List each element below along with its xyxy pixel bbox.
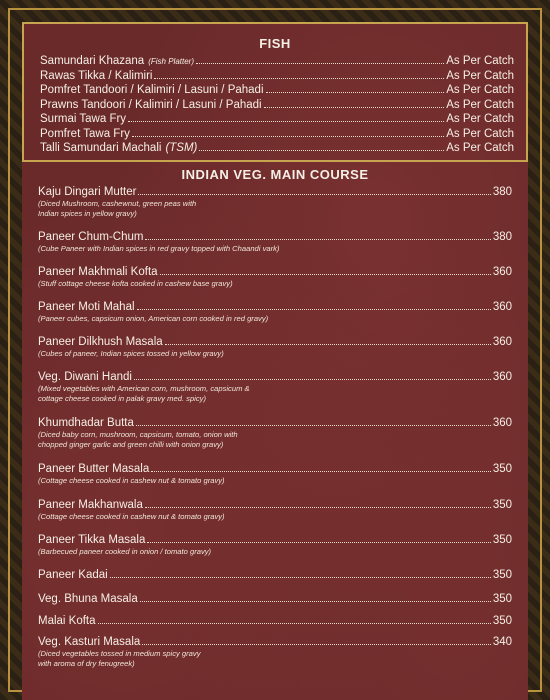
item-name: Prawns Tandoori / Kalimiri / Lasuni / Pahadi (40, 98, 262, 111)
item-price: 350 (492, 499, 512, 511)
item-price: As Per Catch (446, 98, 514, 111)
item-description: (Cottage cheese cooked in cashew nut & tomato gravy) (38, 512, 225, 521)
item-price: 350 (492, 534, 512, 546)
dot-leader (137, 301, 491, 310)
menu-item (38, 370, 512, 384)
menu-item (40, 83, 514, 97)
fish-section (22, 22, 528, 162)
menu-item (38, 635, 512, 649)
item-name: Pomfret Tawa Fry (40, 127, 130, 140)
item-note: (TSM) (165, 142, 198, 154)
item-price: 380 (492, 186, 512, 198)
item-price: As Per Catch (446, 84, 514, 96)
item-name: Veg. Diwani Handi (38, 371, 132, 383)
dot-leader (266, 84, 445, 93)
item-name: Paneer Moti Mahal (38, 301, 135, 313)
item-price: 360 (492, 266, 512, 278)
item-name: Paneer Tikka Masala (38, 534, 146, 546)
menu-item (38, 416, 512, 430)
item-name: Paneer Dilkhush Masala (38, 336, 163, 348)
item-description: (Diced vegetables tossed in medium spicy gravy with aroma of dry fenugreek) (38, 649, 201, 668)
item-description: (Stuff cottage cheese kofta cooked in cashew base gravy) (38, 279, 233, 288)
item-price: 350 (492, 593, 512, 605)
menu-item (38, 230, 512, 244)
menu-item (38, 498, 512, 512)
dot-leader (147, 534, 490, 543)
dot-leader (98, 615, 491, 624)
menu-item (38, 592, 512, 606)
menu-item (38, 614, 512, 628)
item-price: As Per Catch (446, 142, 514, 154)
menu-item (38, 462, 512, 476)
item-name: Pomfret Tandoori / Kalimiri / Lasuni / Pahadi (40, 84, 264, 96)
item-price: 380 (492, 231, 512, 243)
item-description: (Diced baby corn, mushroom, capsicum, tomato, onion with chopped ginger garlic and green chilli with onion gravy) (38, 430, 238, 449)
fish-heading: FISH (259, 36, 291, 51)
item-price: As Per Catch (446, 69, 514, 82)
menu-panel (22, 22, 528, 700)
menu-item (40, 141, 514, 155)
menu-item (38, 568, 512, 582)
item-price: 360 (492, 371, 512, 383)
item-description: (Diced Mushroom, cashewnut, green peas with Indian spices in yellow gravy) (38, 199, 197, 218)
item-price: 360 (492, 301, 512, 313)
item-name: Kaju Dingari Mutter (38, 186, 137, 198)
dot-leader (196, 55, 444, 64)
menu-item (38, 265, 512, 279)
item-name: Paneer Makhmali Kofta (38, 266, 158, 278)
item-name: Paneer Chum-Chum (38, 231, 144, 243)
item-note: (Fish Platter) (148, 57, 195, 66)
dot-leader (134, 371, 491, 380)
dot-leader (132, 128, 444, 137)
item-name: Talli Samundari Machali (40, 142, 162, 154)
menu-item (38, 185, 512, 199)
dot-leader (142, 636, 491, 645)
menu-item (38, 300, 512, 314)
item-price: 360 (492, 336, 512, 348)
item-name: Paneer Makhanwala (38, 499, 143, 511)
dot-leader (165, 336, 491, 345)
item-price: 350 (492, 463, 512, 475)
item-description: (Cubes of paneer, Indian spices tossed in yellow gravy) (38, 349, 224, 358)
item-description: (Mixed vegetables with American corn, mushroom, capsicum & cottage cheese cooked in palak gravy med. spicy) (38, 384, 250, 403)
menu-item (40, 69, 514, 83)
dot-leader (140, 593, 491, 602)
item-price: As Per Catch (446, 127, 514, 140)
item-name: Malai Kofta (38, 615, 96, 627)
item-name: Paneer Butter Masala (38, 463, 150, 475)
dot-leader (136, 417, 491, 426)
item-name: Veg. Bhuna Masala (38, 593, 138, 605)
dot-leader (160, 266, 491, 275)
dot-leader (264, 99, 445, 108)
item-name: Paneer Kadai (38, 569, 108, 581)
menu-item (38, 335, 512, 349)
item-price: 360 (492, 417, 512, 429)
dot-leader (145, 499, 491, 508)
item-name: Khumdhadar Butta (38, 417, 134, 429)
menu-item (38, 533, 512, 547)
item-price: 340 (492, 636, 512, 648)
item-description: (Cube Paneer with Indian spices in red gravy topped with Chaandi vark) (38, 244, 280, 253)
item-description: (Cottage cheese cooked in cashew nut & tomato gravy) (38, 476, 225, 485)
dot-leader (199, 142, 444, 151)
menu-item (40, 98, 514, 112)
item-name: Samundari Khazana (40, 55, 145, 67)
item-name: Surmai Tawa Fry (40, 113, 127, 125)
dot-leader (151, 463, 491, 472)
item-price: 350 (492, 569, 512, 581)
veg-heading: INDIAN VEG. MAIN COURSE (181, 167, 369, 182)
item-description: (Paneer cubes, capsicum onion, American corn cooked in red gravy) (38, 314, 269, 323)
item-price: 350 (492, 615, 512, 627)
item-name: Veg. Kasturi Masala (38, 636, 141, 648)
dot-leader (110, 569, 491, 578)
item-description: (Barbecued paneer cooked in onion / tomato gravy) (38, 547, 212, 556)
item-name: Rawas Tikka / Kalimiri (40, 69, 153, 82)
dot-leader (154, 70, 444, 79)
item-price: As Per Catch (446, 55, 514, 67)
menu-item (40, 54, 514, 68)
dot-leader (138, 186, 490, 195)
item-price: As Per Catch (446, 113, 514, 125)
menu-item (40, 112, 514, 126)
dot-leader (145, 231, 490, 240)
menu-item (40, 127, 514, 141)
dot-leader (128, 113, 444, 122)
